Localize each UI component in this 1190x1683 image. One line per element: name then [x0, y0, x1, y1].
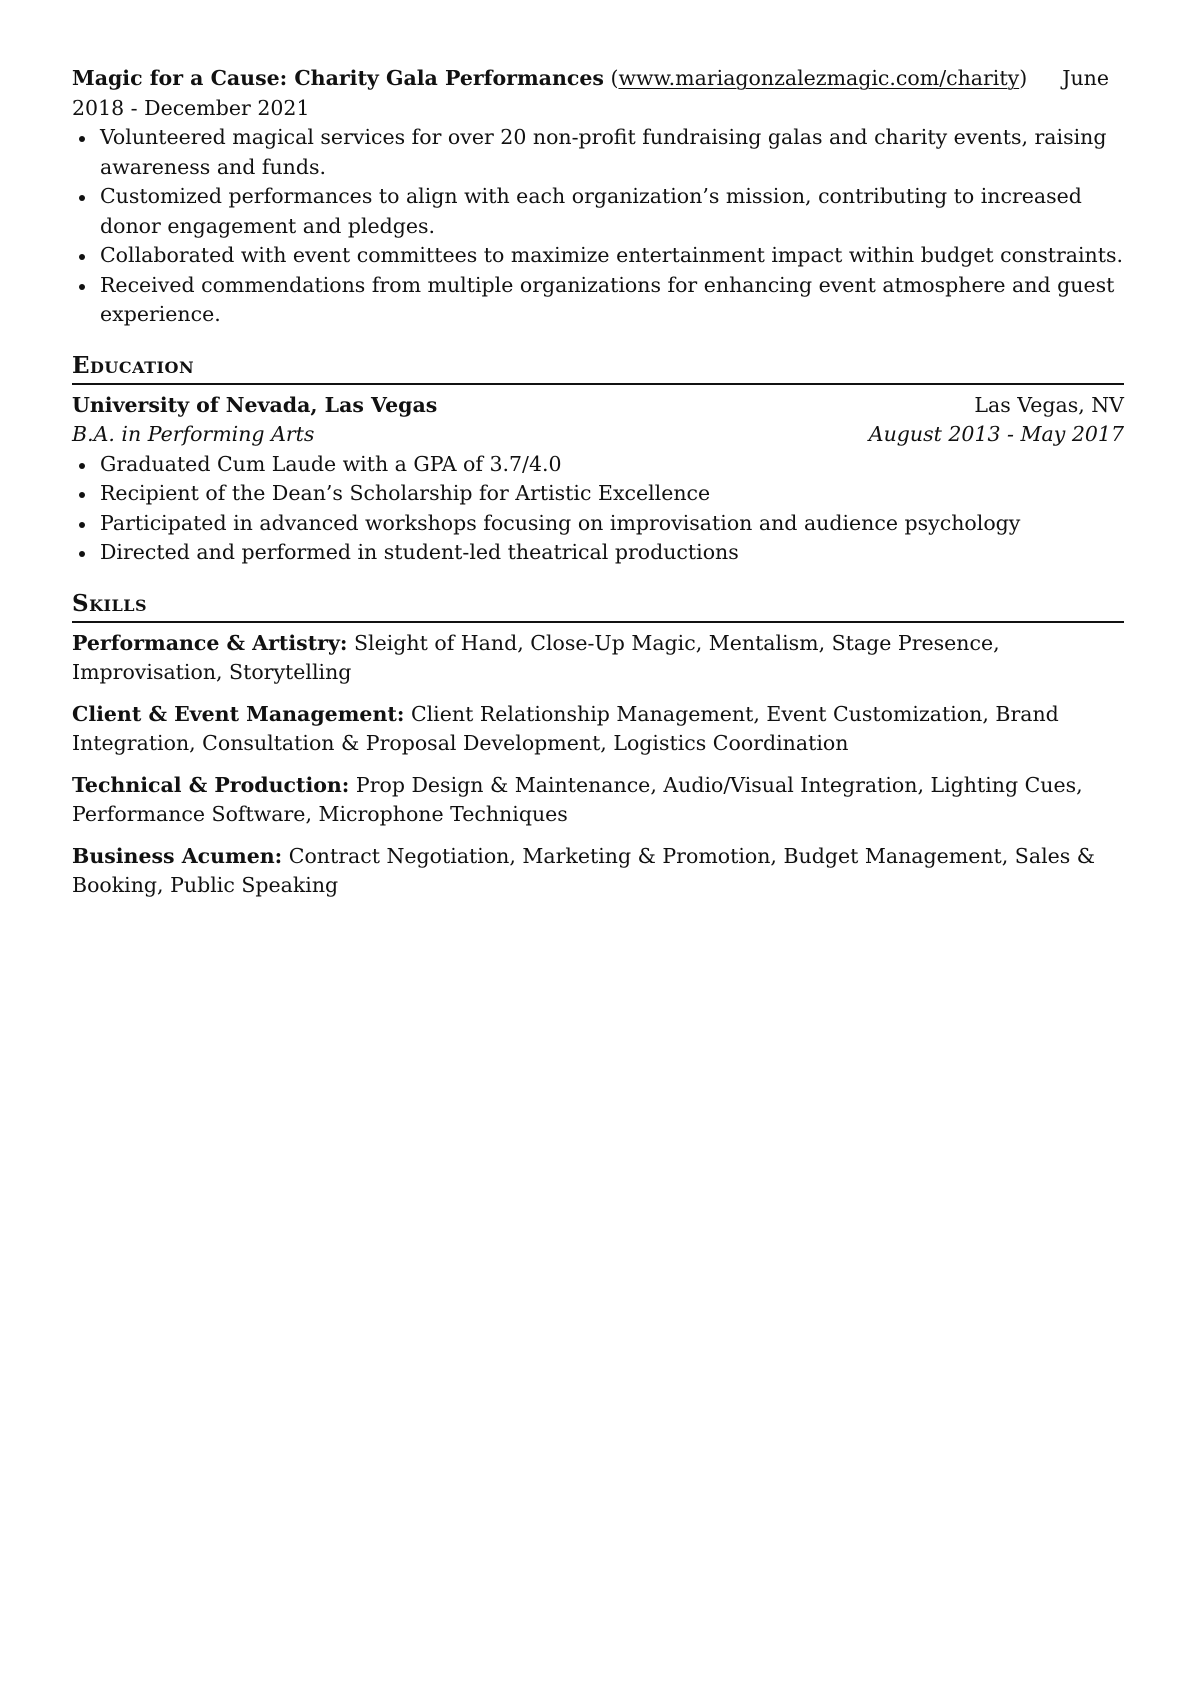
list-item: Collaborated with event committees to maximize entertainment impact within budget constraints.: [72, 241, 1124, 271]
degree: B.A. in Performing Arts: [72, 422, 315, 446]
skill-item: [72, 842, 1124, 901]
list-item: Graduated Cum Laude with a GPA of 3.7/4.0: [72, 450, 1124, 480]
skill-label: Performance & Artistry:: [72, 630, 348, 655]
project-header: [72, 64, 1124, 123]
skill-label: Business Acumen:: [72, 843, 283, 868]
resume-page: [72, 64, 1124, 913]
list-item: Volunteered magical services for over 20 non-profit fundraising galas and charity events, raising awareness and funds.: [72, 123, 1124, 182]
education-dates: August 2013 - May 2017: [868, 422, 1124, 446]
project-link-close: ): [1019, 66, 1028, 90]
list-item: Participated in advanced workshops focusing on improvisation and audience psychology: [72, 509, 1124, 539]
education-bullets: [72, 450, 1124, 568]
skill-item: [72, 700, 1124, 759]
skill-text: Sleight of Hand, Close-Up Magic, Mentalism, Stage Presence, Improvisation, Storytelling: [72, 630, 1000, 684]
list-item: Received commendations from multiple organizations for enhancing event atmosphere and guest experience.: [72, 271, 1124, 330]
school-location: Las Vegas, NV: [974, 392, 1124, 417]
skill-label: Technical & Production:: [72, 772, 350, 797]
project-dates: June 2018 - December 2021: [72, 66, 1110, 120]
project-entry: [72, 64, 1124, 330]
list-item: Directed and performed in student-led theatrical productions: [72, 538, 1124, 568]
skill-text: Prop Design & Maintenance, Audio/Visual Integration, Lighting Cues, Performance Software, Microphone Techniques: [72, 772, 1083, 826]
skill-item: [72, 771, 1124, 830]
project-bullets: [72, 123, 1124, 330]
project-title: Magic for a Cause: Charity Gala Performances: [72, 66, 604, 90]
education-heading: Education: [72, 351, 1124, 385]
school-name: University of Nevada, Las Vegas: [72, 392, 438, 417]
skill-label: Client & Event Management:: [72, 701, 405, 726]
list-item: Recipient of the Dean’s Scholarship for Artistic Excellence: [72, 479, 1124, 509]
skills-heading: Skills: [72, 589, 1124, 623]
project-link[interactable]: www.mariagonzalezmagic.com/charity: [618, 66, 1020, 90]
skill-text: Contract Negotiation, Marketing & Promotion, Budget Management, Sales & Booking, Public Speaking: [72, 843, 1096, 897]
list-item: Customized performances to align with each organization’s mission, contributing to increased donor engagement and pledges.: [72, 182, 1124, 241]
education-row-2: [72, 420, 1124, 450]
skills-list: [72, 629, 1124, 901]
project-link-open: (: [610, 66, 619, 90]
skill-item: [72, 629, 1124, 688]
education-entry: [72, 391, 1124, 568]
skill-text: Client Relationship Management, Event Customization, Brand Integration, Consultation & Proposal Development, Logistics Coordination: [72, 701, 1059, 755]
education-row-1: [72, 391, 1124, 421]
